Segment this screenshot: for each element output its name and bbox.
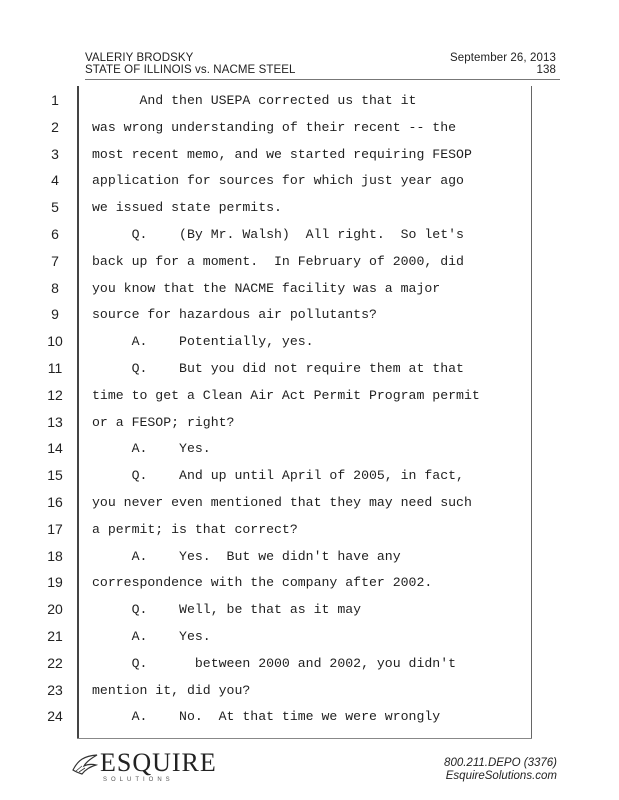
esquire-logo bbox=[70, 748, 240, 788]
line-number: 7 bbox=[51, 252, 59, 269]
transcript-line: Q. But you did not require them at that bbox=[92, 361, 464, 376]
page-number: 138 bbox=[536, 64, 556, 76]
line-number: 12 bbox=[47, 386, 63, 403]
line-number: 24 bbox=[47, 708, 63, 725]
bottom-margin-line bbox=[77, 738, 532, 739]
header-divider bbox=[85, 79, 560, 80]
transcript-line: And then USEPA corrected us that it bbox=[92, 93, 417, 108]
line-number: 4 bbox=[51, 172, 59, 189]
transcript-line: time to get a Clean Air Act Permit Program permit bbox=[92, 387, 480, 403]
line-number: 15 bbox=[47, 467, 63, 484]
transcript-line: you know that the NACME facility was a major bbox=[92, 280, 441, 296]
line-number: 3 bbox=[51, 145, 59, 162]
witness-name: VALERIY BRODSKY bbox=[85, 52, 194, 64]
line-number: 21 bbox=[47, 628, 63, 644]
transcript-line: a permit; is that correct? bbox=[92, 521, 298, 537]
case-title: STATE OF ILLINOIS vs. NACME STEEL bbox=[85, 64, 296, 76]
line-number: 20 bbox=[47, 601, 63, 618]
line-number: 22 bbox=[47, 654, 63, 671]
line-number: 9 bbox=[51, 306, 59, 323]
line-number: 23 bbox=[47, 681, 63, 698]
transcript-line: Q. (By Mr. Walsh) All right. So let's bbox=[92, 227, 464, 242]
transcript-line: or a FESOP; right? bbox=[92, 414, 235, 430]
deposition-date: September 26, 2013 bbox=[449, 52, 556, 64]
left-margin-line bbox=[77, 86, 79, 738]
line-number: 19 bbox=[47, 574, 63, 591]
line-number: 13 bbox=[47, 413, 63, 430]
line-number: 14 bbox=[47, 440, 63, 457]
transcript-line: we issued state permits. bbox=[92, 200, 282, 216]
logo-wordmark: ESQUIRE bbox=[100, 748, 217, 777]
transcript-line: most recent memo, and we started requiring FESOP bbox=[92, 146, 472, 162]
transcript-line: Q. between 2000 and 2002, you didn't bbox=[92, 655, 457, 671]
transcript-line: mention it, did you? bbox=[92, 682, 251, 698]
transcript-line: A. Yes. bbox=[92, 441, 211, 457]
line-number: 8 bbox=[51, 279, 59, 296]
transcript-line: back up for a moment. In February of 2000, did bbox=[92, 253, 464, 269]
line-number: 1 bbox=[51, 92, 59, 108]
line-number: 10 bbox=[47, 333, 63, 350]
footer-website: EsquireSolutions.com bbox=[445, 770, 557, 782]
line-number: 6 bbox=[51, 226, 59, 242]
transcript-line: source for hazardous air pollutants? bbox=[92, 307, 377, 323]
transcript-line: A. Yes. But we didn't have any bbox=[92, 548, 401, 564]
line-number: 11 bbox=[47, 360, 63, 376]
transcript-line: Q. And up until April of 2005, in fact, bbox=[92, 468, 464, 484]
transcript-line: application for sources for which just year ago bbox=[92, 173, 464, 189]
line-number: 5 bbox=[51, 199, 59, 216]
line-number: 18 bbox=[47, 547, 63, 564]
transcript-line: correspondence with the company after 2002. bbox=[92, 575, 433, 591]
line-number: 17 bbox=[47, 520, 63, 537]
transcript-line: was wrong understanding of their recent -- the bbox=[92, 119, 457, 135]
line-number: 16 bbox=[47, 494, 63, 510]
transcript-line: A. Yes. bbox=[92, 629, 211, 644]
eagle-emblem-icon bbox=[70, 750, 100, 780]
transcript-line: A. Potentially, yes. bbox=[92, 334, 314, 350]
transcript-line: Q. Well, be that as it may bbox=[92, 602, 362, 618]
line-number: 2 bbox=[51, 118, 59, 135]
transcript-line: you never even mentioned that they may need such bbox=[92, 495, 472, 510]
footer-phone: 800.211.DEPO (3376) bbox=[444, 757, 557, 769]
logo-subtitle: SOLUTIONS bbox=[103, 777, 174, 783]
transcript-line: A. No. At that time we were wrongly bbox=[92, 709, 441, 725]
